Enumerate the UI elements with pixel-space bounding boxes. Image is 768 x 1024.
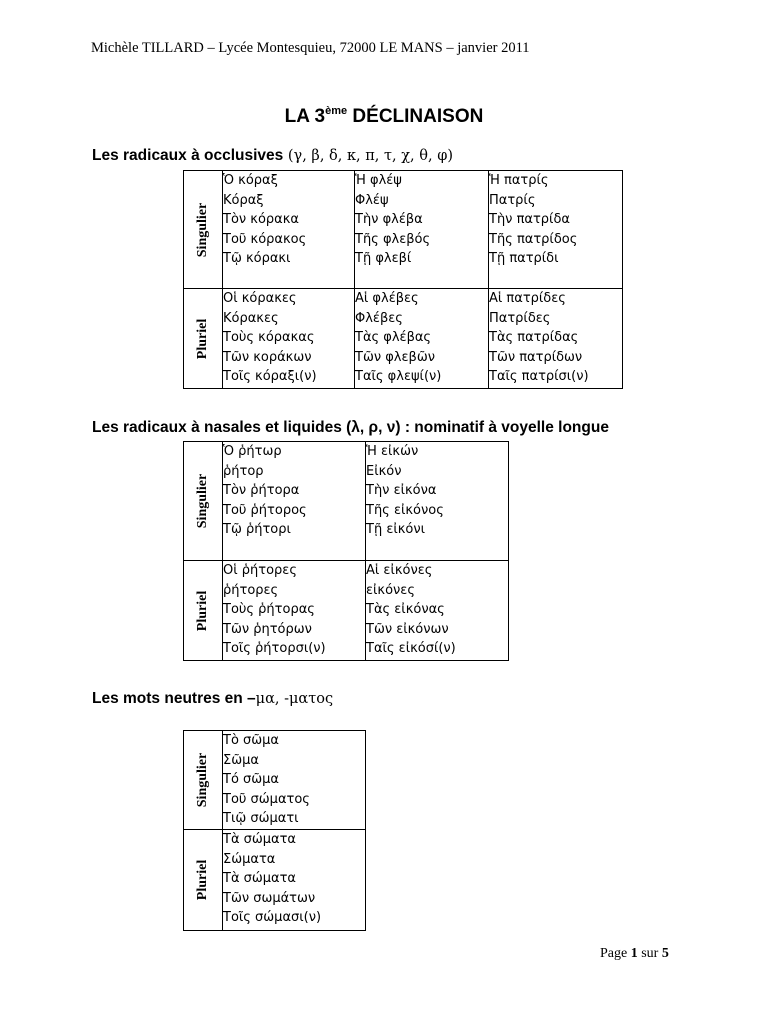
- greek-form: Τοὺς κόρακας: [223, 330, 315, 346]
- footer-page-total: 5: [661, 946, 669, 961]
- paradigm-cell: [366, 442, 509, 561]
- section-heading-text: Les radicaux à occlusives: [92, 147, 284, 164]
- row-label-pluriel: Pluriel: [195, 859, 210, 901]
- declension-table-occlusives: [183, 170, 623, 389]
- greek-form: Τὰς φλέβας: [355, 330, 432, 346]
- paradigm-cell: [366, 561, 509, 661]
- table-row-pluriel: [184, 830, 366, 931]
- greek-form: Τῶν κοράκων: [223, 349, 312, 365]
- greek-form: Ἡ πατρίς: [489, 173, 549, 188]
- section-heading-tail: (λ, ρ, ν) : nominatif à voyelle longue: [341, 419, 609, 436]
- section-heading-greek: (γ, β, δ, κ, π, τ, χ, θ, φ): [283, 148, 454, 164]
- greek-form: Αἱ εἰκόνες: [366, 563, 433, 578]
- greek-form: Οἱ ῥήτορες: [223, 563, 297, 578]
- greek-form: Τῶν πατρίδων: [489, 349, 583, 365]
- greek-form: Τοῖς ῥήτορσι(ν): [223, 641, 326, 657]
- greek-form: Φλέβες: [355, 310, 403, 326]
- row-label-cell: [184, 561, 223, 661]
- table-row-singulier: [184, 731, 366, 830]
- greek-form: Τῶν εἰκόνων: [366, 621, 449, 637]
- paradigm-cell: [223, 561, 366, 661]
- greek-form: Οἱ κόρακες: [223, 291, 297, 306]
- greek-form: Σῶμα: [223, 752, 259, 768]
- greek-form: Τὴν πατρίδα: [489, 212, 570, 228]
- paradigm-cell: [355, 171, 489, 289]
- paradigm-cell: [223, 171, 355, 289]
- greek-form: Τὰ σώματα: [223, 832, 297, 847]
- greek-form: Ταῖς φλεψί(ν): [355, 369, 442, 385]
- greek-form: Ὁ ῥήτωρ: [223, 444, 282, 459]
- greek-form: Φλέψ: [355, 192, 389, 208]
- greek-form: Κόραξ: [223, 192, 264, 208]
- greek-form: Ταῖς πατρίσι(ν): [489, 369, 589, 385]
- table-row-singulier: [184, 171, 623, 289]
- greek-form: Κόρακες: [223, 310, 279, 326]
- row-label-cell: [184, 442, 223, 561]
- row-label-cell: [184, 731, 223, 830]
- greek-form: Τῆς εἰκόνος: [366, 502, 444, 518]
- section-heading-occlusives: [92, 147, 453, 165]
- greek-form: Τὴν φλέβα: [355, 212, 423, 228]
- document-title: [0, 105, 768, 128]
- paradigm-cell: [355, 289, 489, 389]
- greek-form: Τὸν κόρακα: [223, 212, 299, 228]
- row-label-singulier: Singulier: [195, 752, 210, 808]
- row-label-cell: [184, 289, 223, 389]
- page-footer: [600, 946, 669, 962]
- title-suffix: DÉCLINAISON: [347, 106, 484, 127]
- greek-form: Σώματα: [223, 851, 276, 867]
- greek-form: Τοῦ ῥήτορος: [223, 502, 307, 518]
- greek-form: Εἰκόν: [366, 463, 402, 479]
- greek-form: Ὁ κόραξ: [223, 173, 278, 188]
- row-label-pluriel: Pluriel: [195, 590, 210, 631]
- greek-form: Τῆς φλεβός: [355, 231, 431, 247]
- section-heading-greek: μα, -ματος: [255, 691, 334, 707]
- section-heading-text: Les mots neutres en –: [92, 690, 256, 707]
- table-row-pluriel: [184, 561, 509, 661]
- declension-table-neutres: [183, 730, 366, 931]
- paradigm-cell: [223, 830, 366, 931]
- greek-form: Τὴν εἰκόνα: [366, 483, 437, 499]
- greek-form: Τῷ κόρακι: [223, 251, 291, 267]
- paradigm-cell: [489, 171, 623, 289]
- paradigm-cell: [223, 442, 366, 561]
- greek-form: Πατρίδες: [489, 310, 551, 326]
- greek-form: Τῆς πατρίδος: [489, 231, 578, 247]
- greek-form: Τό σῶμα: [223, 772, 279, 788]
- paradigm-cell: [223, 289, 355, 389]
- greek-form: Τὰ σώματα: [223, 871, 297, 887]
- footer-page-number: 1: [630, 946, 638, 961]
- greek-form: Τιῷ σώματι: [223, 811, 299, 827]
- greek-form: Τοῖς κόραξι(ν): [223, 369, 317, 385]
- table-row-pluriel: [184, 289, 623, 389]
- title-superscript: ème: [325, 105, 348, 117]
- row-label-cell: [184, 171, 223, 289]
- greek-form: Τὸ σῶμα: [223, 733, 279, 748]
- table-row-singulier: [184, 442, 509, 561]
- footer-prefix: Page: [600, 946, 631, 961]
- greek-form: ῥήτορ: [223, 463, 264, 479]
- greek-form: ῥήτορες: [223, 582, 279, 598]
- greek-form: Τοῖς σώμασι(ν): [223, 910, 322, 926]
- greek-form: Τῷ ῥήτορι: [223, 522, 291, 538]
- row-label-singulier: Singulier: [195, 473, 210, 529]
- paradigm-cell: [489, 289, 623, 389]
- greek-form: Τῶν φλεβῶν: [355, 349, 435, 365]
- greek-form: Ἡ φλέψ: [355, 173, 402, 188]
- row-label-cell: [184, 830, 223, 931]
- greek-form: Τὸν ῥήτορα: [223, 483, 300, 499]
- greek-form: εἰκόνες: [366, 582, 415, 598]
- greek-form: Αἱ φλέβες: [355, 291, 419, 306]
- greek-form: Πατρίς: [489, 192, 536, 208]
- greek-form: Τοῦ σώματος: [223, 791, 310, 807]
- declension-table-nasales: [183, 441, 509, 661]
- greek-form: Τῶν ῥητόρων: [223, 621, 312, 637]
- section-heading-text: Les radicaux à nasales et liquides: [92, 419, 342, 436]
- greek-form: Τῇ εἰκόνι: [366, 522, 426, 538]
- greek-form: Τῇ πατρίδι: [489, 251, 559, 267]
- greek-form: Ταῖς εἰκόσί(ν): [366, 641, 456, 657]
- greek-form: Τὰς πατρίδας: [489, 330, 579, 346]
- greek-form: Τῶν σωμάτων: [223, 890, 316, 906]
- greek-form: Τοὺς ῥήτορας: [223, 602, 315, 618]
- greek-form: Τὰς εἰκόνας: [366, 602, 445, 618]
- greek-form: Τῇ φλεβί: [355, 251, 412, 267]
- greek-form: Αἱ πατρίδες: [489, 291, 566, 306]
- greek-form: Ἡ εἰκών: [366, 444, 419, 459]
- page-header: Michèle TILLARD – Lycée Montesquieu, 72000 LE MANS – janvier 2011: [91, 40, 530, 56]
- section-heading-nasales: [92, 419, 609, 437]
- paradigm-cell: [223, 731, 366, 830]
- row-label-singulier: Singulier: [195, 202, 210, 257]
- title-prefix: LA 3: [284, 106, 326, 127]
- row-label-pluriel: Pluriel: [195, 318, 210, 359]
- greek-form: Τοῦ κόρακος: [223, 231, 307, 247]
- section-heading-neutres: [92, 690, 333, 708]
- footer-middle: sur: [637, 946, 662, 961]
